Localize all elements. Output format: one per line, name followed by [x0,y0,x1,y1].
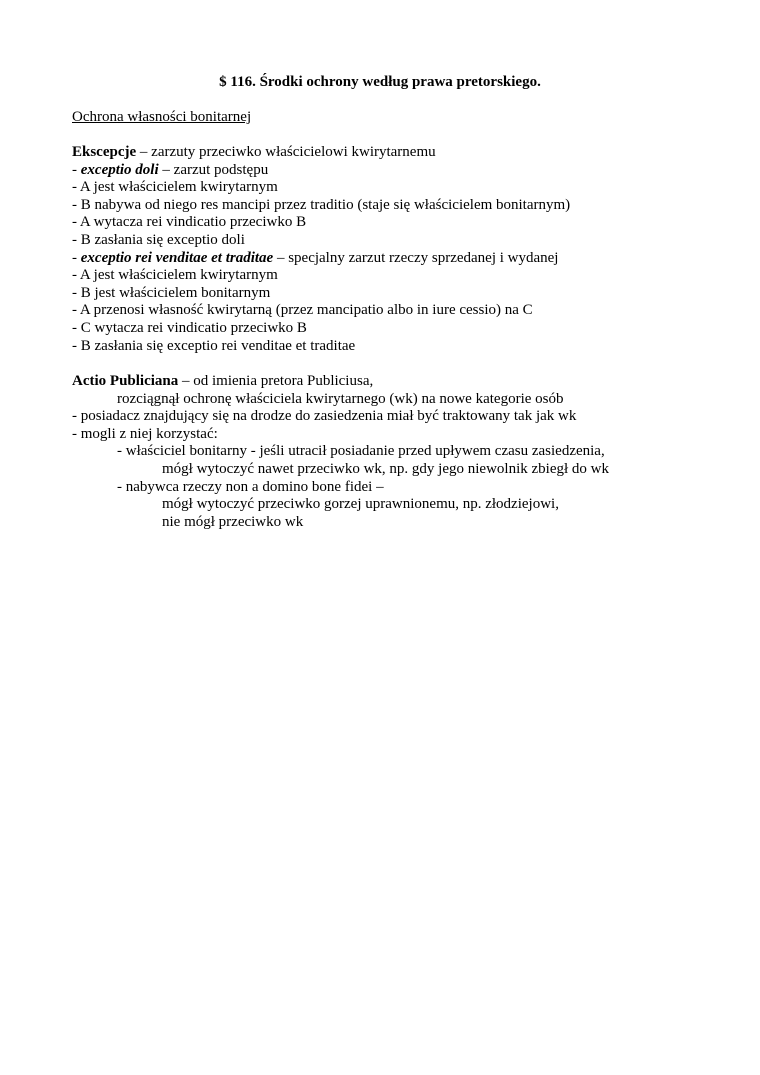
actio-line: - nabywca rzeczy non a domino bone fidei – [117,478,384,495]
actio-line: mógł wytoczyć przeciwko gorzej uprawnionemu, np. złodziejowi, [162,496,559,513]
actio-heading: Actio Publiciana [72,373,179,389]
exceptio-rvt-definition: – specjalny zarzut rzeczy sprzedanej i wydanej [273,249,559,266]
actio-line: - posiadacz znajdujący się na drodze do zasiedzenia miał być traktowany tak jak wk [72,408,577,425]
list-item: - B zasłania się exceptio doli [72,231,245,248]
exceptio-doli-definition: – zarzut podstępu [158,161,269,178]
list-item: - C wytacza rei vindicatio przeciwko B [72,319,307,336]
actio-line: nie mógł przeciwko wk [162,513,304,530]
list-dash: - [72,161,81,178]
ekscepcje-section [72,144,732,355]
exceptio-rvt-term: exceptio rei venditae et traditae [80,249,274,266]
ekscepcje-heading: Ekscepcje [72,144,137,160]
list-dash: - [72,249,81,266]
exceptio-doli-term: exceptio doli [80,161,159,178]
list-item: - B nabywa od niego res mancipi przez traditio (staje się właścicielem bonitarnym) [72,196,571,213]
list-item: - B jest właścicielem bonitarnym [72,284,271,301]
list-item: - A wytacza rei vindicatio przeciwko B [72,214,307,231]
list-item: - A jest właścicielem kwirytarnym [72,179,278,196]
actio-publiciana-section [72,373,732,531]
actio-line: mógł wytoczyć nawet przeciwko wk, np. gdy jego niewolnik zbiegł do wk [162,460,609,477]
exceptio-doli-line [72,162,732,180]
exceptio-rvt-line [72,250,732,268]
ekscepcje-definition: – zarzuty przeciwko właścicielowi kwirytarnemu [136,144,436,160]
actio-line: - właściciel bonitarny - jeśli utracił posiadanie przed upływem czasu zasiedzenia, [117,443,605,460]
page-title: $ 116. Środki ochrony według prawa pretorskiego. [219,74,541,90]
section-subtitle: Ochrona własności bonitarnej [72,109,252,125]
ekscepcje-heading-line [72,144,732,162]
actio-line: rozciągnął ochronę właściciela kwirytarnego (wk) na nowe kategorie osób [117,390,564,407]
list-item: - A przenosi własność kwirytarną (przez mancipatio albo in iure cessio) na C [72,302,533,319]
list-item: - A jest właścicielem kwirytarnym [72,267,278,284]
list-item: - B zasłania się exceptio rei venditae et traditae [72,337,356,354]
actio-definition: – od imienia pretora Publiciusa, [178,373,374,389]
actio-heading-line [72,373,732,391]
actio-line: - mogli z niej korzystać: [72,425,218,442]
